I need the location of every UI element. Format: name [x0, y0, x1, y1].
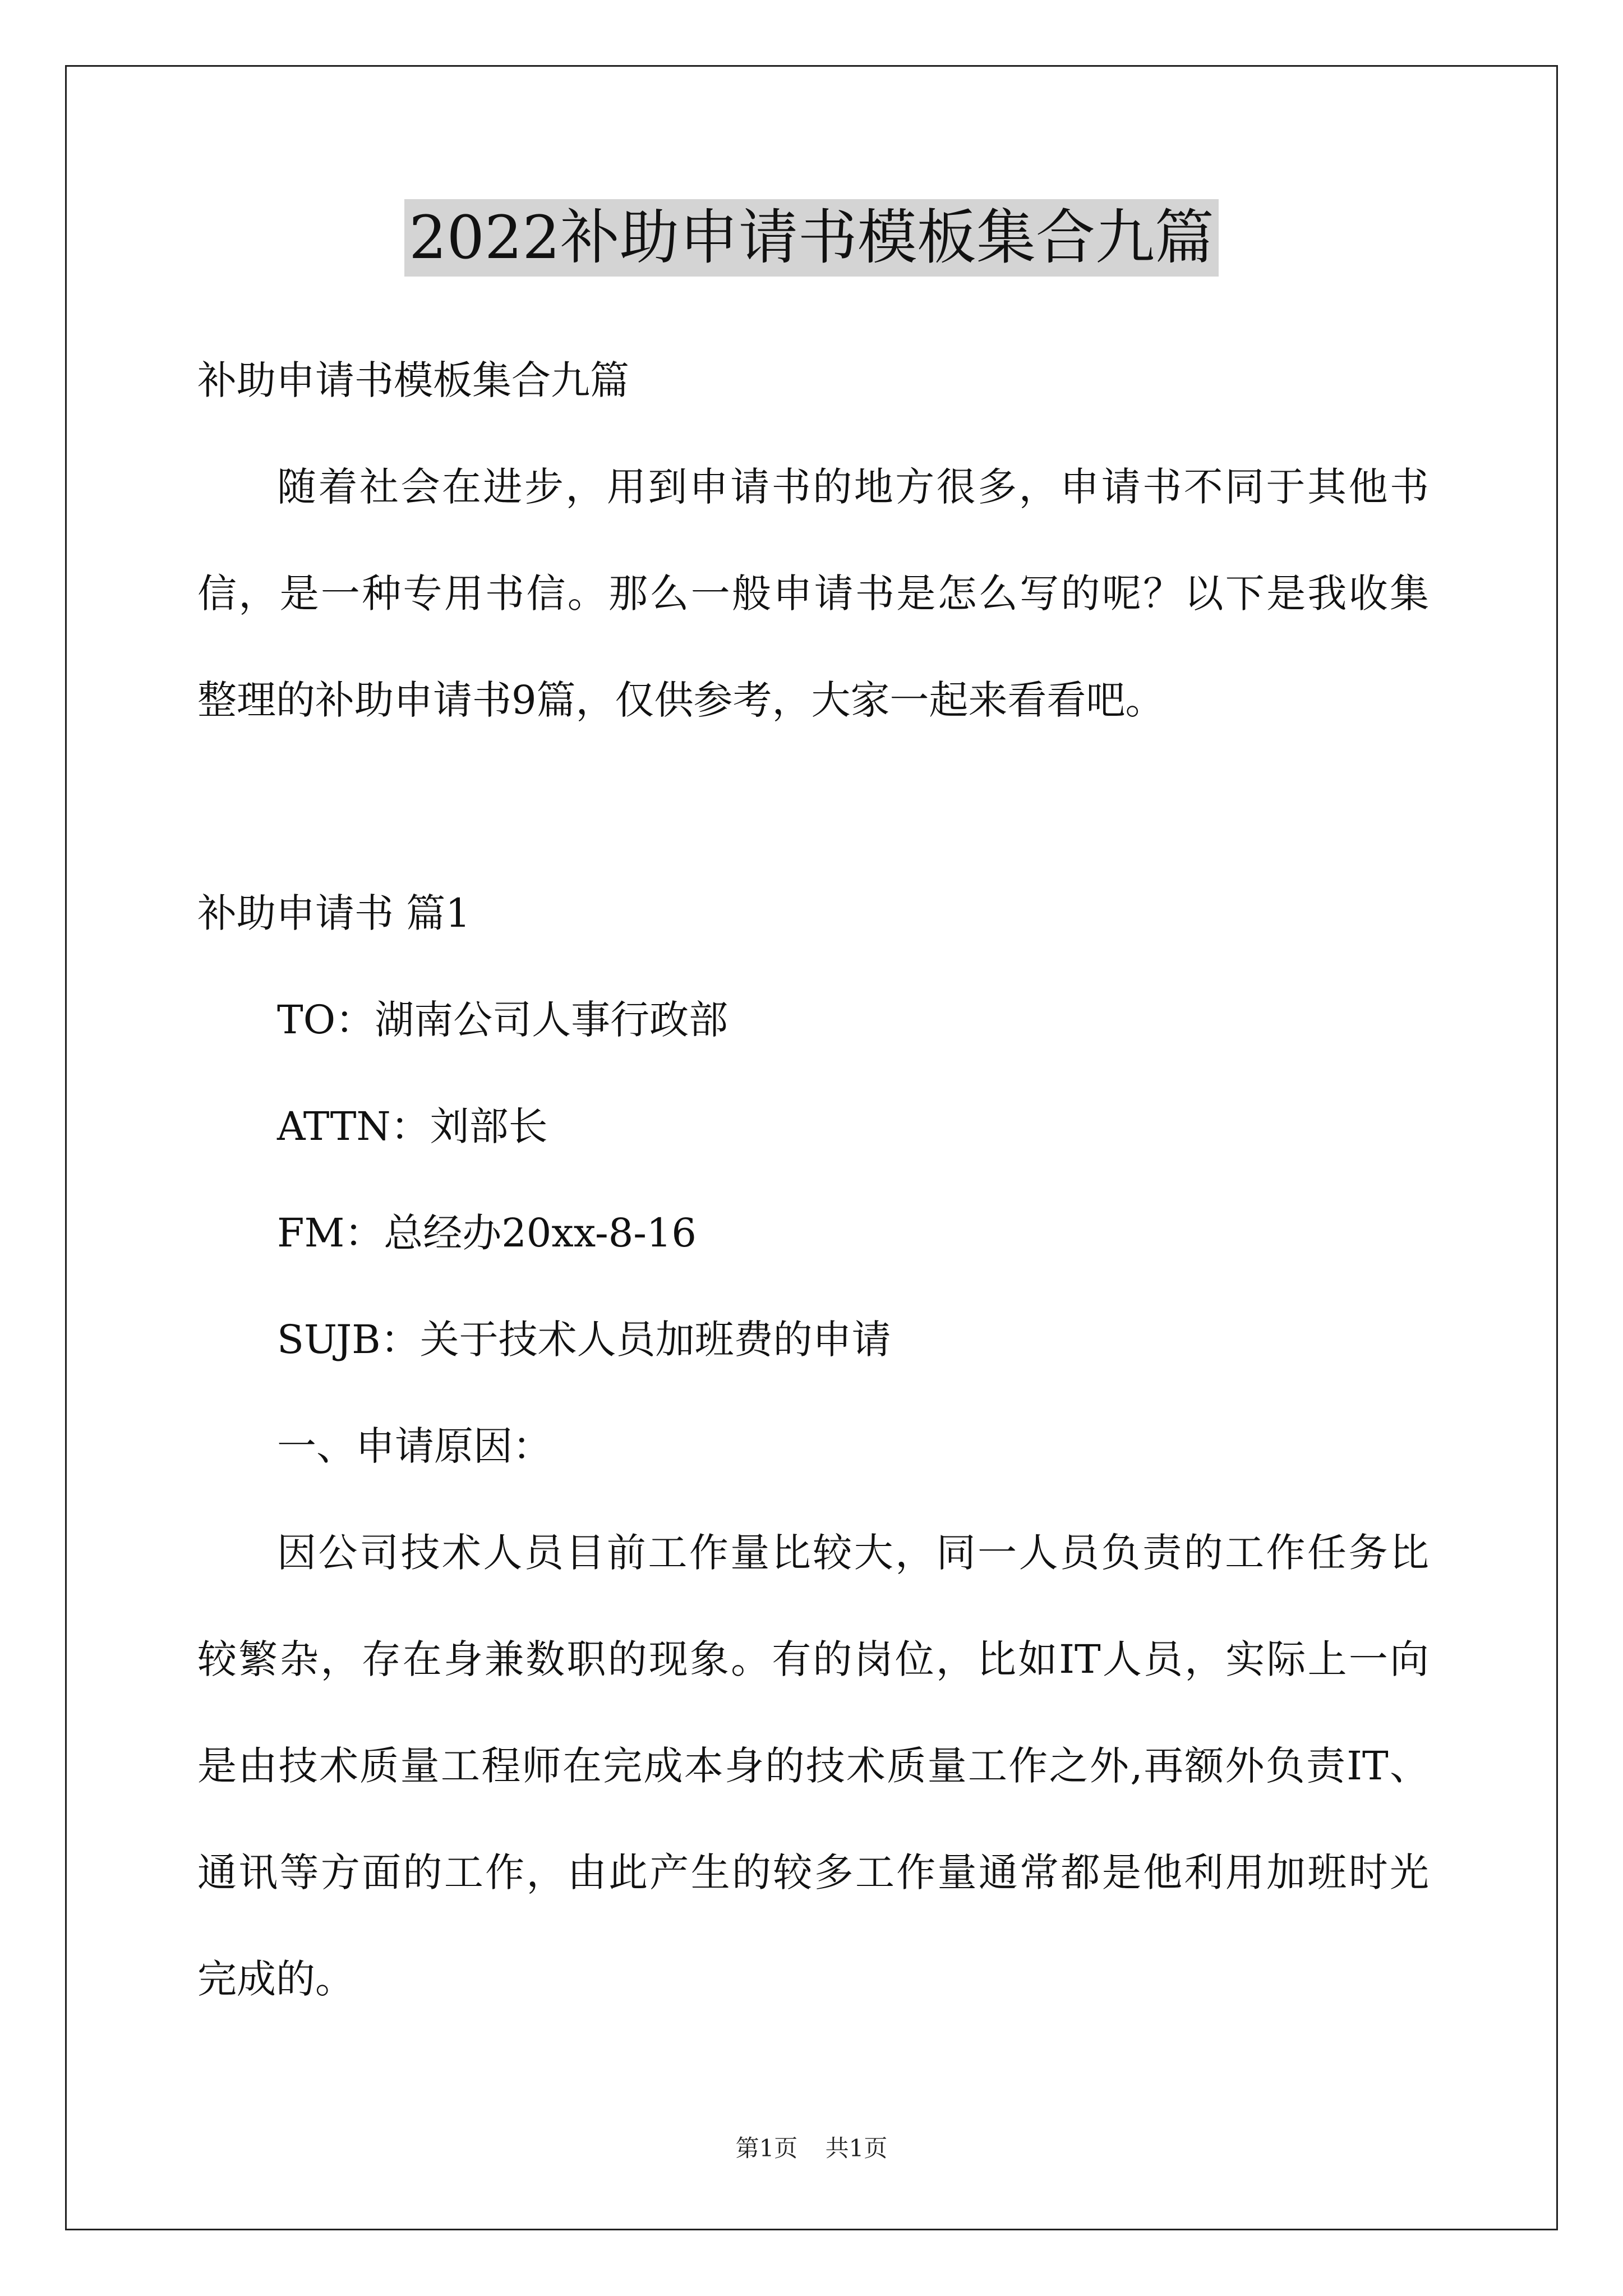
memo-to: TO：湖南公司人事行政部	[277, 997, 728, 1043]
reason-heading: 一、申请原因：	[277, 1423, 552, 1469]
title-container	[0, 199, 1623, 277]
reason-line-1: 因公司技术人员目前工作量比较大，同一人员负责的工作任务比	[277, 1530, 1429, 1576]
reason-line-3: 是由技术质量工程师在完成本身的技术质量工作之外,再额外负责IT、	[197, 1743, 1429, 1789]
document-title: 2022补助申请书模板集合九篇	[404, 199, 1219, 277]
memo-from: FM：总经办20xx-8-16	[277, 1210, 697, 1256]
intro-line-1: 随着社会在进步，用到申请书的地方很多，申请书不同于其他书	[277, 464, 1429, 510]
memo-attn: ATTN：刘部长	[277, 1103, 548, 1149]
page-footer	[0, 2132, 1623, 2165]
reason-line-5: 完成的。	[197, 1956, 354, 2002]
reason-line-2: 较繁杂，存在身兼数职的现象。有的岗位，比如IT人员，实际上一向	[197, 1636, 1429, 1682]
intro-line-2: 信，是一种专用书信。那么一般申请书是怎么写的呢？以下是我收集	[197, 570, 1429, 616]
document-subtitle: 补助申请书模板集合九篇	[197, 357, 629, 403]
page-number-current: 第1页	[735, 2134, 798, 2162]
page-number-total: 共1页	[825, 2134, 888, 2162]
reason-line-4: 通讯等方面的工作，由此产生的较多工作量通常都是他利用加班时光	[197, 1849, 1429, 1895]
memo-subject: SUJB：关于技术人员加班费的申请	[277, 1317, 891, 1363]
intro-line-3: 整理的补助申请书9篇，仅供参考，大家一起来看看吧。	[197, 677, 1165, 723]
section-heading: 补助申请书 篇1	[197, 890, 471, 936]
